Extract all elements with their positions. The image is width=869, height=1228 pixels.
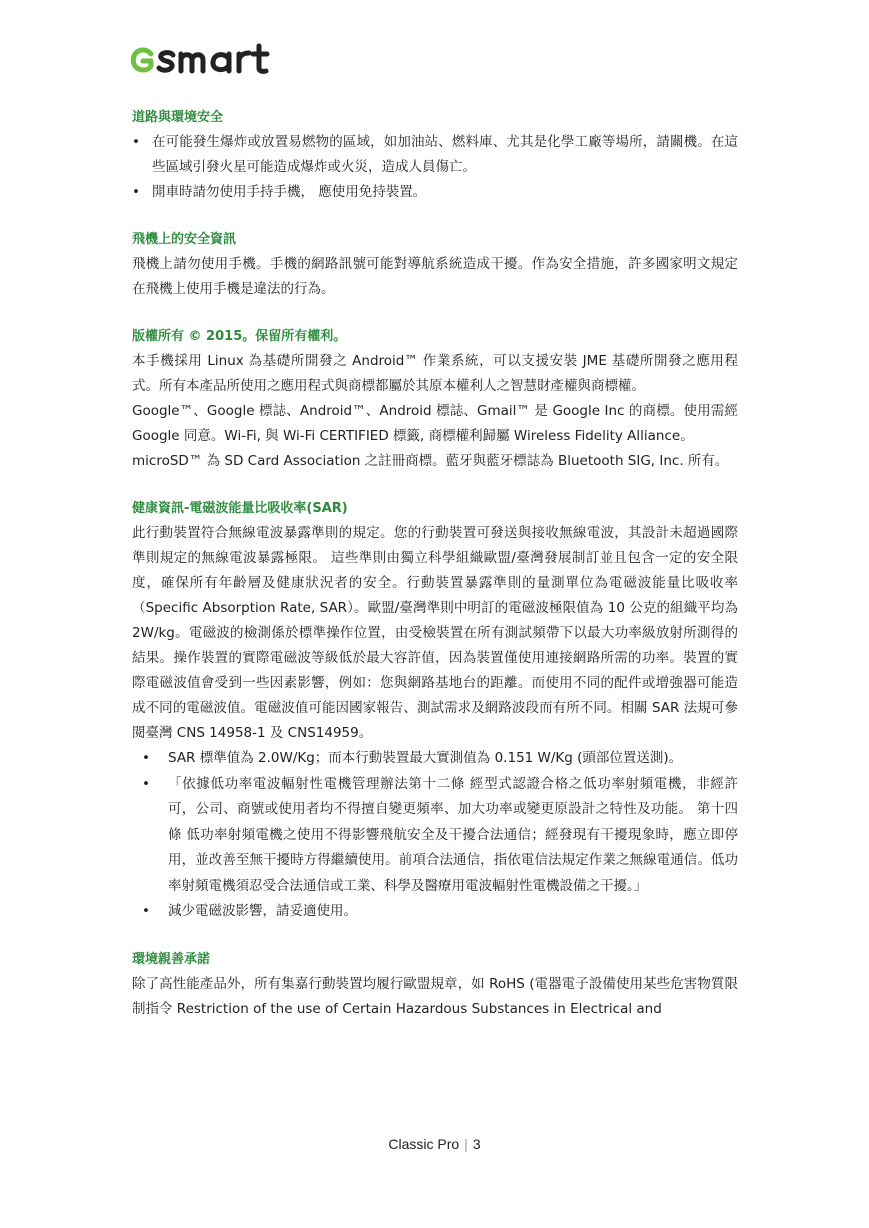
road-safety-list <box>132 130 738 205</box>
copyright-paragraph: 本手機採用 Linux 為基礎所開發之 Android™ 作業系統，可以支援安裝 JME 基礎所開發之應用程式。所有本產品所使用之應用程式與商標都屬於其原本權利人之智慧財產權與商標權。 <box>132 353 738 394</box>
list-item: • 在可能發生爆炸或放置易燃物的區域，如加油站、燃料庫、尤其是化學工廠等場所，請關機。在這些區域引發火星可能造成爆炸或火災，造成人員傷亡。 <box>132 130 738 180</box>
page-number: 3 <box>472 1136 481 1152</box>
sar-list <box>132 746 738 925</box>
sar-heading: 健康資訊-電磁波能量比吸收率(SAR) <box>132 501 348 516</box>
list-item: • 開車時請勿使用手持手機， 應使用免持裝置。 <box>132 180 738 205</box>
aircraft-safety-heading: 飛機上的安全資訊 <box>132 232 237 247</box>
list-item: • 「依據低功率電波輻射性電機管理辦法第十二條 經型式認證合格之低功率射頻電機，非經許可，公司、商號或使用者均不得擅自變更頻率、加大功率或變更原設計之特性及功能。 第十四條 低功率射頻電機之使用不得影響飛航安全及干擾合法通信；經發現有干擾現象時，應立即停用，並改善至無干擾時方得繼續使用。前項合法通信，指依電信法規定作業之無線電通信。低功率射頻電機須忍受合法通信或工業、科學及醫療用電波輻射性電機設備之干擾。」 <box>132 772 738 900</box>
list-item: • SAR 標準值為 2.0W/Kg；而本行動裝置最大實測值為 0.151 W/Kg (頭部位置送測)。 <box>132 746 738 772</box>
gsmart-logo <box>129 40 294 80</box>
sar-text: 此行動裝置符合無線電波暴露準則的規定。您的行動裝置可發送與接收無線電波，其設計未超過國際準則規定的無線電波暴露極限。 這些準則由獨立科學組織歐盟/臺灣發展制訂並且包含一定的安全限度，確保所有年齡層及健康狀況者的安全。行動裝置暴露準則的量測單位為電磁波能量比吸收率（Specific Absorption Rate, SAR）。歐盟/臺灣準則中明訂的電磁波極限值為 10 公克的組織平均為 2W/kg。電磁波的檢測係於標準操作位置，由受檢裝置在所有測試頻帶下以最大功率級放射所測得的結果。操作裝置的實際電磁波等級低於最大容許值，因為裝置僅使用連接網路所需的功率。裝置的實際電磁波值會受到一些因素影響，例如：您與網路基地台的距離。而使用不同的配件或增強器可能造成不同的電磁波值。電磁波值可能因國家報告、測試需求及網路波段而有所不同。相關 SAR 法規可參閱臺灣 CNS 14958-1 及 CNS14959。 <box>132 525 738 741</box>
aircraft-safety-text: 飛機上請勿使用手機。手機的網路訊號可能對導航系統造成干擾。作為安全措施，許多國家明文規定在飛機上使用手機是違法的行為。 <box>132 256 738 297</box>
road-safety-heading: 道路與環境安全 <box>132 110 224 125</box>
footer-product-name: Classic Pro <box>388 1136 460 1152</box>
page-footer <box>0 1136 869 1152</box>
list-item: • 減少電磁波影響，請妥適使用。 <box>132 899 738 925</box>
copyright-heading: 版權所有 © 2015。保留所有權利。 <box>132 329 347 344</box>
main-content <box>132 105 738 1022</box>
environment-heading: 環境親善承諾 <box>132 951 211 967</box>
footer-divider: | <box>464 1136 468 1152</box>
copyright-paragraph: Google™、Google 標誌、Android™、Android 標誌、Gmail™ 是 Google Inc 的商標。使用需經 Google 同意。Wi-Fi, 與 Wi-Fi CERTIFIED 標籤, 商標權利歸屬 Wireless Fidelity Alliance。 <box>132 403 738 444</box>
environment-text: 除了高性能產品外，所有集嘉行動裝置均履行歐盟規章，如 RoHS (電器電子設備使用某些危害物質限制指令 Restriction of the use of Certain Hazardous Substances in Electrical and <box>132 975 738 1017</box>
copyright-paragraph: microSD™ 為 SD Card Association 之註冊商標。藍牙與藍牙標誌為 Bluetooth SIG, Inc. 所有。 <box>132 453 729 469</box>
